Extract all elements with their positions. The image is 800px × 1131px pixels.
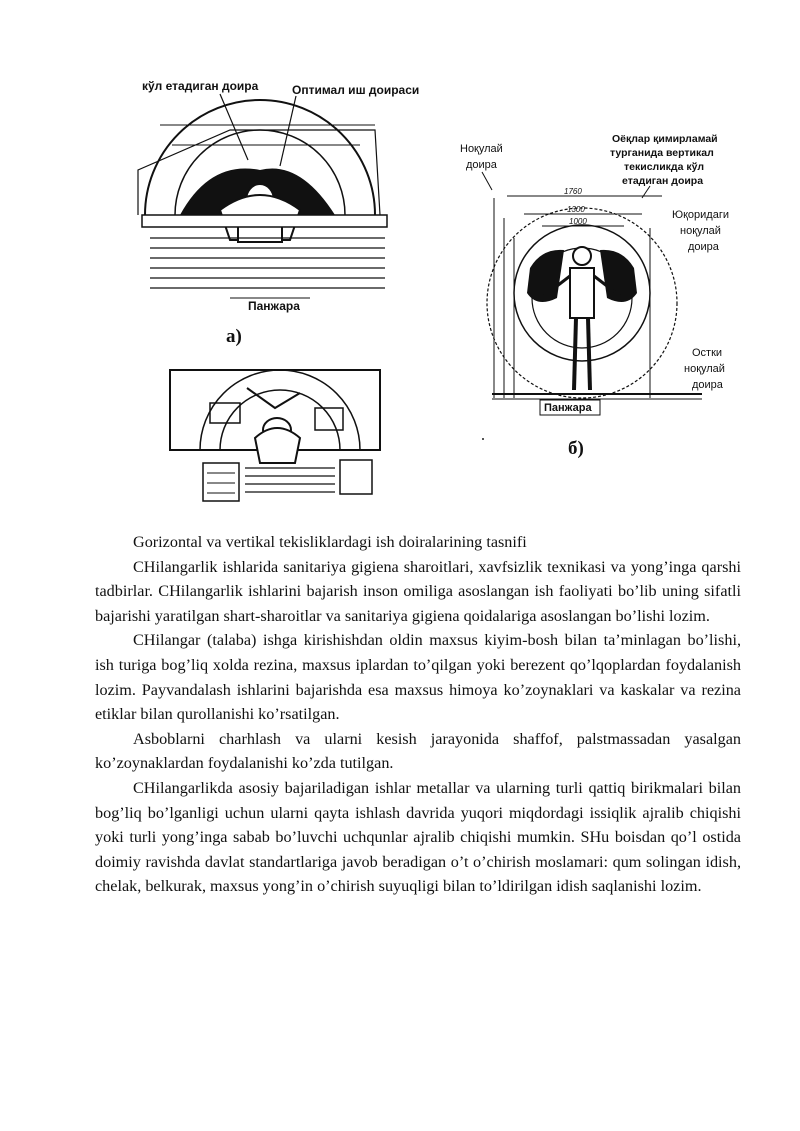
- label-max-zone: Ноқулай доира: [460, 143, 503, 171]
- label-grate-a: Панжара: [248, 299, 300, 313]
- paragraph-4: CHilangarlikda asosiy bajariladigan ishlar metallar va ularning turli qattiq birikmalari bilan bog’liq bo’lganligi uchun ularni qayta ishlash davrida yuqori miqdordagi issiqlik ajralib chiqishi yoki turli yong’inga sabab bo’luvchi uchqunlar ajralib chiqishi mumkin. SHu boisdan qo’l ostida doimiy ravishda davlat standartlariga javob beradigan o’t o’chirish moslamari: qum solingan idish, chelak, belkurak, maxsus yong’in o’chirish suyuqligi bilan to’ldirilgan idish saqlanishi lozim.: [95, 778, 741, 896]
- body-text: [95, 530, 741, 899]
- paragraph-3: Asboblarni charhlash va ularni kesish jarayonida shaffof, palstmassadan yasalgan ko’zoynaklardan foydalanishi ko’zda tutilgan.: [95, 729, 741, 773]
- figure-a-top-view: [120, 70, 420, 330]
- figure-caption: Gorizontal va vertikal tekisliklardagi ish doiralarining tasnifi: [133, 533, 527, 551]
- paragraph-2: CHilangar (talaba) ishga kirishishdan oldin maxsus kiyim-bosh bilan ta’minlagan bo’lishi, ish turiga bog’liq xolda rezina, maxsus iplardan to’qilgan yoki berezent qo’lqoplardan foydalanish lozim. Payvandalash ishlarini bajarishda esa maxsus himoya ko’zoynaklari va kaskalar va rezina etiklar bilan qurollanishi ko’rsatilgan.: [95, 631, 741, 724]
- stray-dot: [482, 438, 484, 440]
- figure-a-workstation: [165, 368, 395, 508]
- figure-b-side-view: [452, 128, 752, 428]
- figure-b-letter: б): [568, 438, 584, 459]
- dim-1000: 1000: [569, 217, 587, 226]
- label-optimal-zone: Оптимал иш доираси: [292, 83, 420, 97]
- paragraph-1: CHilangarlik ishlarida sanitariya gigiena sharoitlari, xavfsizlik texnikasi va yong’inga qarshi tadbirlar. CHilangarlik ishlarini bajarish inson omiliga asoslangan ish faoliyati bo’lib uning sifatli bajarishi yaratilgan shart-sharoitlar va sanitariya gigiena qoidalariga asoslangan bo’lishi lozim.: [95, 557, 741, 625]
- label-upper-zone: Юқоридаги ноқулай доира: [672, 209, 729, 253]
- dim-1760: 1760: [564, 187, 582, 196]
- label-lower-zone: Остки ноқулай доира: [684, 347, 725, 391]
- label-reach-zone: кўл етадиган доира: [142, 79, 259, 93]
- label-vertical-zone: Оёқлар қимирламай турганида вертикал текисликда кўл етадиган доира: [610, 133, 718, 187]
- figure-a-letter: а): [226, 326, 242, 347]
- label-grate-b: Панжара: [544, 402, 592, 414]
- dim-1300: 1300: [567, 205, 585, 214]
